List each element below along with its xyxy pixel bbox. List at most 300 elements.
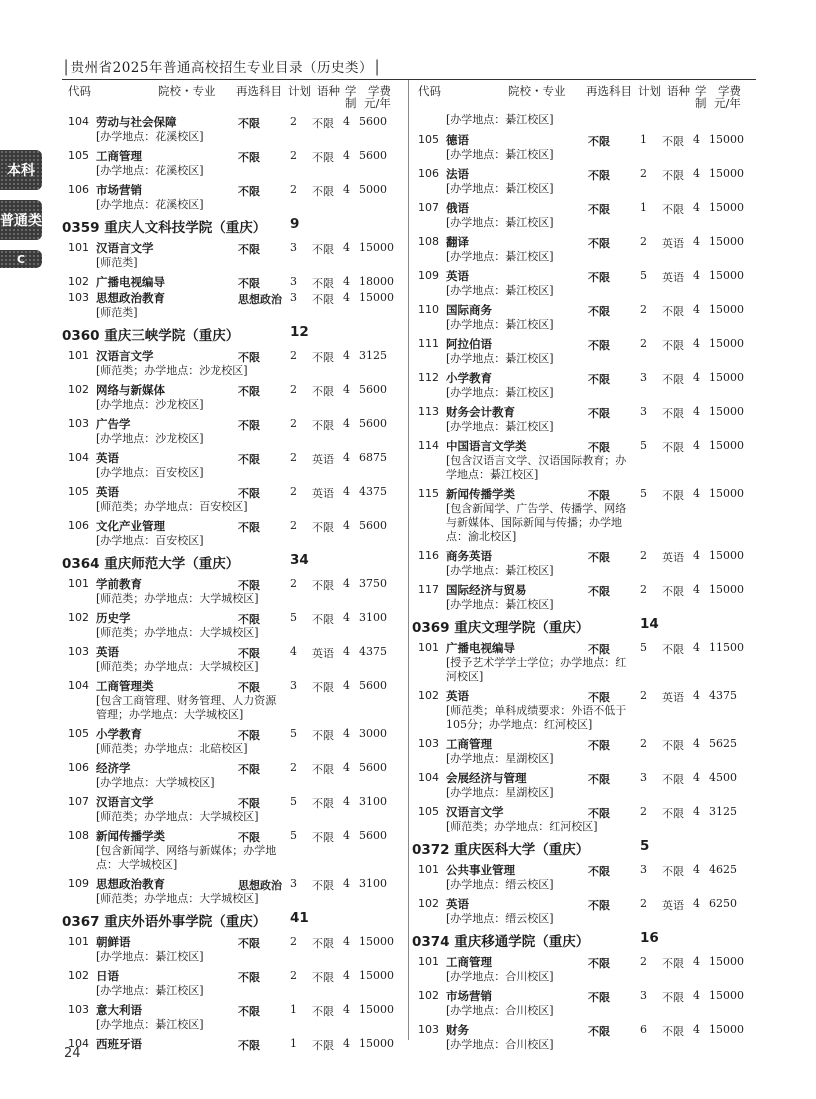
tab-general: 普通类 bbox=[0, 200, 42, 240]
required-subject: 不限 bbox=[238, 385, 260, 398]
school-plan-total: 5 bbox=[640, 838, 650, 854]
language: 不限 bbox=[662, 135, 684, 148]
tuition-fee: 15000 bbox=[709, 1023, 744, 1036]
major-code: 106 bbox=[68, 761, 89, 774]
plan-count: 2 bbox=[640, 167, 647, 180]
major-row bbox=[412, 638, 752, 686]
major-name: 西班牙语 bbox=[96, 1037, 142, 1051]
required-subject: 不限 bbox=[588, 739, 610, 752]
major-name: 国际经济与贸易 bbox=[446, 583, 527, 597]
tuition-fee: 15000 bbox=[709, 303, 744, 316]
plan-count: 2 bbox=[640, 897, 647, 910]
language: 不限 bbox=[662, 169, 684, 182]
school-name: 0369 重庆文理学院（重庆） bbox=[412, 620, 590, 636]
years: 4 bbox=[693, 1023, 700, 1036]
language: 英语 bbox=[662, 237, 684, 250]
required-subject: 不限 bbox=[588, 991, 610, 1004]
major-name: 汉语言文学 bbox=[96, 349, 154, 363]
required-subject: 不限 bbox=[238, 729, 260, 742]
major-name: 广播电视编导 bbox=[96, 275, 165, 289]
required-subject: 不限 bbox=[238, 117, 260, 130]
years: 4 bbox=[693, 235, 700, 248]
tuition-fee: 15000 bbox=[709, 133, 744, 146]
school-name: 0372 重庆医科大学（重庆） bbox=[412, 842, 590, 858]
language: 不限 bbox=[662, 807, 684, 820]
plan-count: 2 bbox=[640, 549, 647, 562]
plan-count: 2 bbox=[290, 183, 297, 196]
major-note: [办学地点：綦江校区] bbox=[446, 386, 554, 399]
plan-count: 5 bbox=[640, 641, 647, 654]
language: 不限 bbox=[312, 1039, 334, 1052]
major-note: [办学地点：綦江校区] bbox=[96, 950, 204, 963]
required-subject: 不限 bbox=[238, 613, 260, 626]
major-code: 101 bbox=[68, 349, 89, 362]
plan-count: 2 bbox=[290, 969, 297, 982]
school-plan-total: 14 bbox=[640, 616, 659, 632]
major-note: [办学地点：花溪校区] bbox=[96, 164, 204, 177]
tuition-fee: 15000 bbox=[709, 549, 744, 562]
required-subject: 不限 bbox=[588, 551, 610, 564]
major-code: 104 bbox=[418, 771, 439, 784]
major-note: [办学地点：綦江校区] bbox=[96, 1018, 204, 1031]
tuition-fee: 3100 bbox=[359, 795, 387, 808]
major-note: [师范类；办学地点：大学城校区] bbox=[96, 810, 259, 823]
major-row bbox=[412, 686, 752, 734]
major-note: [办学地点：綦江校区] bbox=[446, 420, 554, 433]
major-note: [办学地点：星湖校区] bbox=[446, 752, 554, 765]
col-school-major: 院校・专业 bbox=[508, 84, 566, 98]
years: 4 bbox=[693, 863, 700, 876]
major-code: 106 bbox=[68, 183, 89, 196]
years: 4 bbox=[343, 291, 350, 304]
years: 4 bbox=[343, 679, 350, 692]
col-fee-b: 元/年 bbox=[364, 96, 391, 110]
major-name: 阿拉伯语 bbox=[446, 337, 492, 351]
required-subject: 不限 bbox=[588, 339, 610, 352]
plan-count: 5 bbox=[290, 727, 297, 740]
major-note: [师范类；办学地点：大学城校区] bbox=[96, 660, 259, 673]
required-subject: 不限 bbox=[588, 271, 610, 284]
major-name: 网络与新媒体 bbox=[96, 383, 165, 397]
major-row bbox=[412, 198, 752, 232]
required-subject: 不限 bbox=[588, 957, 610, 970]
required-subject: 不限 bbox=[588, 203, 610, 216]
language: 不限 bbox=[312, 521, 334, 534]
tuition-fee: 15000 bbox=[709, 583, 744, 596]
years: 4 bbox=[693, 337, 700, 350]
major-note: [办学地点：綦江校区] bbox=[446, 284, 554, 297]
major-code: 105 bbox=[418, 805, 439, 818]
major-row bbox=[62, 146, 402, 180]
major-name: 英语 bbox=[96, 451, 119, 465]
major-row bbox=[412, 894, 752, 928]
major-note: [办学地点：百安校区] bbox=[96, 534, 204, 547]
tuition-fee: 15000 bbox=[709, 487, 744, 500]
col-fee-a: 学费 bbox=[718, 84, 741, 98]
major-note: [师范类；办学地点：百安校区] bbox=[96, 500, 248, 513]
major-name: 英语 bbox=[446, 269, 469, 283]
language: 英语 bbox=[312, 487, 334, 500]
required-subject: 不限 bbox=[238, 647, 260, 660]
tuition-fee: 3750 bbox=[359, 577, 387, 590]
language: 不限 bbox=[312, 681, 334, 694]
years: 4 bbox=[693, 771, 700, 784]
major-row bbox=[412, 546, 752, 580]
major-row bbox=[412, 232, 752, 266]
tuition-fee: 3100 bbox=[359, 611, 387, 624]
tuition-fee: 15000 bbox=[359, 935, 394, 948]
required-subject: 不限 bbox=[588, 407, 610, 420]
required-subject: 不限 bbox=[238, 351, 260, 364]
major-row bbox=[412, 580, 752, 614]
major-name: 新闻传播学类 bbox=[446, 487, 515, 501]
required-subject: 不限 bbox=[588, 773, 610, 786]
major-row bbox=[62, 516, 402, 550]
major-note: [师范类；办学地点：沙龙校区] bbox=[96, 364, 248, 377]
tuition-fee: 11500 bbox=[709, 641, 744, 654]
required-subject: 不限 bbox=[588, 807, 610, 820]
tuition-fee: 5625 bbox=[709, 737, 737, 750]
years: 4 bbox=[693, 897, 700, 910]
plan-count: 2 bbox=[640, 303, 647, 316]
tuition-fee: 5600 bbox=[359, 829, 387, 842]
major-name: 国际商务 bbox=[446, 303, 492, 317]
major-row bbox=[62, 380, 402, 414]
major-name: 工商管理 bbox=[446, 955, 492, 969]
required-subject: 不限 bbox=[588, 135, 610, 148]
required-subject: 不限 bbox=[238, 937, 260, 950]
required-subject: 思想政治 bbox=[238, 293, 282, 306]
years: 4 bbox=[343, 761, 350, 774]
plan-count: 1 bbox=[290, 1003, 297, 1016]
required-subject: 不限 bbox=[238, 1039, 260, 1052]
major-name: 翻译 bbox=[446, 235, 469, 249]
major-row bbox=[62, 448, 402, 482]
years: 4 bbox=[343, 241, 350, 254]
major-code: 115 bbox=[418, 487, 439, 500]
tuition-fee: 15000 bbox=[709, 405, 744, 418]
tuition-fee: 15000 bbox=[359, 291, 394, 304]
tuition-fee: 15000 bbox=[709, 235, 744, 248]
major-code: 105 bbox=[418, 133, 439, 146]
required-subject: 不限 bbox=[588, 1025, 610, 1038]
plan-count: 2 bbox=[640, 583, 647, 596]
required-subject: 不限 bbox=[238, 151, 260, 164]
plan-count: 2 bbox=[290, 485, 297, 498]
required-subject: 不限 bbox=[238, 763, 260, 776]
col-fee-b: 元/年 bbox=[714, 96, 741, 110]
major-code: 103 bbox=[68, 645, 89, 658]
plan-count: 3 bbox=[290, 275, 297, 288]
major-code: 101 bbox=[418, 641, 439, 654]
major-code: 108 bbox=[418, 235, 439, 248]
major-name: 市场营销 bbox=[446, 989, 492, 1003]
major-note: [办学地点：綦江校区] bbox=[96, 984, 204, 997]
major-row bbox=[62, 874, 402, 908]
school-plan-total: 34 bbox=[290, 552, 309, 568]
years: 4 bbox=[343, 485, 350, 498]
major-row bbox=[62, 1000, 402, 1034]
years: 4 bbox=[343, 727, 350, 740]
major-name: 工商管理 bbox=[446, 737, 492, 751]
major-row bbox=[62, 642, 402, 676]
major-code: 105 bbox=[68, 727, 89, 740]
tuition-fee: 4375 bbox=[359, 485, 387, 498]
school-header bbox=[412, 614, 752, 638]
years: 4 bbox=[693, 549, 700, 562]
major-note: [办学地点：缙云校区] bbox=[446, 878, 554, 891]
language: 不限 bbox=[312, 763, 334, 776]
years: 4 bbox=[343, 519, 350, 532]
language: 不限 bbox=[662, 203, 684, 216]
major-row bbox=[412, 860, 752, 894]
required-subject: 不限 bbox=[588, 169, 610, 182]
years: 4 bbox=[343, 577, 350, 590]
years: 4 bbox=[343, 877, 350, 890]
plan-count: 4 bbox=[290, 645, 297, 658]
years: 4 bbox=[693, 805, 700, 818]
major-name: 英语 bbox=[446, 897, 469, 911]
col-lang: 语种 bbox=[317, 84, 340, 98]
years: 4 bbox=[693, 133, 700, 146]
years: 4 bbox=[693, 737, 700, 750]
major-row bbox=[412, 734, 752, 768]
years: 4 bbox=[343, 611, 350, 624]
plan-count: 5 bbox=[290, 795, 297, 808]
major-note: [办学地点：花溪校区] bbox=[96, 198, 204, 211]
language: 英语 bbox=[662, 691, 684, 704]
major-note: [师范类；办学地点：大学城校区] bbox=[96, 892, 259, 905]
language: 不限 bbox=[312, 185, 334, 198]
col-code: 代码 bbox=[418, 84, 441, 98]
required-subject: 不限 bbox=[238, 579, 260, 592]
tuition-fee: 5600 bbox=[359, 115, 387, 128]
major-code: 104 bbox=[68, 1037, 89, 1050]
required-subject: 不限 bbox=[588, 691, 610, 704]
years: 4 bbox=[343, 149, 350, 162]
required-subject: 不限 bbox=[588, 305, 610, 318]
language: 不限 bbox=[662, 865, 684, 878]
major-name: 汉语言文学 bbox=[96, 241, 154, 255]
plan-count: 3 bbox=[290, 291, 297, 304]
required-subject: 思想政治 bbox=[238, 879, 282, 892]
language: 不限 bbox=[312, 729, 334, 742]
major-name: 财务会计教育 bbox=[446, 405, 515, 419]
major-name: 英语 bbox=[96, 645, 119, 659]
major-name: 小学教育 bbox=[446, 371, 492, 385]
required-subject: 不限 bbox=[588, 373, 610, 386]
plan-count: 2 bbox=[290, 761, 297, 774]
required-subject: 不限 bbox=[588, 643, 610, 656]
major-code: 101 bbox=[68, 935, 89, 948]
tuition-fee: 5600 bbox=[359, 679, 387, 692]
years: 4 bbox=[343, 935, 350, 948]
major-code: 102 bbox=[68, 383, 89, 396]
major-name: 劳动与社会保障 bbox=[96, 115, 177, 129]
school-plan-total: 12 bbox=[290, 324, 309, 340]
major-code: 110 bbox=[418, 303, 439, 316]
language: 不限 bbox=[662, 407, 684, 420]
major-name: 广告学 bbox=[96, 417, 131, 431]
language: 不限 bbox=[312, 579, 334, 592]
major-row bbox=[412, 266, 752, 300]
plan-count: 3 bbox=[640, 771, 647, 784]
years: 4 bbox=[343, 115, 350, 128]
major-code: 114 bbox=[418, 439, 439, 452]
language: 不限 bbox=[312, 243, 334, 256]
years: 4 bbox=[693, 269, 700, 282]
language: 不限 bbox=[662, 585, 684, 598]
tuition-fee: 3000 bbox=[359, 727, 387, 740]
major-code: 108 bbox=[68, 829, 89, 842]
major-row bbox=[62, 608, 402, 642]
language: 不限 bbox=[312, 831, 334, 844]
plan-count: 1 bbox=[640, 201, 647, 214]
major-note: [办学地点：星湖校区] bbox=[446, 786, 554, 799]
school-name: 0364 重庆师范大学（重庆） bbox=[62, 556, 240, 572]
years: 4 bbox=[693, 371, 700, 384]
language: 英语 bbox=[662, 271, 684, 284]
tuition-fee: 5600 bbox=[359, 383, 387, 396]
major-code: 102 bbox=[68, 611, 89, 624]
major-row bbox=[62, 574, 402, 608]
plan-count: 2 bbox=[290, 577, 297, 590]
language: 不限 bbox=[312, 293, 334, 306]
plan-count: 5 bbox=[290, 829, 297, 842]
years: 4 bbox=[343, 969, 350, 982]
years: 4 bbox=[343, 829, 350, 842]
school-name: 0374 重庆移通学院（重庆） bbox=[412, 934, 590, 950]
major-row bbox=[412, 402, 752, 436]
major-row bbox=[62, 932, 402, 966]
major-name: 汉语言文学 bbox=[446, 805, 504, 819]
major-row bbox=[62, 414, 402, 448]
years: 4 bbox=[343, 451, 350, 464]
years: 4 bbox=[693, 201, 700, 214]
tuition-fee: 15000 bbox=[709, 439, 744, 452]
column-header-right bbox=[412, 80, 752, 108]
major-note: [师范类] bbox=[96, 256, 138, 269]
required-subject: 不限 bbox=[238, 419, 260, 432]
required-subject: 不限 bbox=[238, 453, 260, 466]
plan-count: 5 bbox=[640, 487, 647, 500]
language: 不限 bbox=[312, 351, 334, 364]
tuition-fee: 4625 bbox=[709, 863, 737, 876]
years: 4 bbox=[693, 405, 700, 418]
language: 不限 bbox=[312, 419, 334, 432]
major-row bbox=[62, 272, 402, 288]
major-name: 法语 bbox=[446, 167, 469, 181]
continued-note bbox=[412, 112, 752, 130]
major-note: [包含新闻学、网络与新媒体；办学地点：大学城校区] bbox=[96, 844, 277, 871]
major-code: 117 bbox=[418, 583, 439, 596]
language: 英语 bbox=[312, 453, 334, 466]
major-code: 103 bbox=[68, 417, 89, 430]
plan-count: 2 bbox=[290, 935, 297, 948]
major-row bbox=[62, 826, 402, 874]
plan-count: 2 bbox=[290, 149, 297, 162]
language: 英语 bbox=[662, 551, 684, 564]
col-code: 代码 bbox=[68, 84, 91, 98]
plan-count: 2 bbox=[290, 349, 297, 362]
required-subject: 不限 bbox=[588, 865, 610, 878]
tuition-fee: 5000 bbox=[359, 183, 387, 196]
major-row bbox=[412, 164, 752, 198]
major-note: [师范类；办学地点：大学城校区] bbox=[96, 626, 259, 639]
years: 4 bbox=[343, 275, 350, 288]
major-row bbox=[62, 966, 402, 1000]
major-row bbox=[62, 758, 402, 792]
plan-count: 5 bbox=[640, 269, 647, 282]
language: 不限 bbox=[662, 305, 684, 318]
language: 不限 bbox=[312, 1005, 334, 1018]
col-years-a: 学 bbox=[345, 84, 357, 98]
major-row bbox=[62, 238, 402, 272]
major-row bbox=[412, 768, 752, 802]
col-plan: 计划 bbox=[638, 84, 661, 98]
years: 4 bbox=[343, 349, 350, 362]
major-note: [办学地点：綦江校区] bbox=[446, 216, 554, 229]
tuition-fee: 6250 bbox=[709, 897, 737, 910]
tuition-fee: 3125 bbox=[359, 349, 387, 362]
major-code: 101 bbox=[68, 241, 89, 254]
language: 不限 bbox=[312, 971, 334, 984]
language: 不限 bbox=[312, 277, 334, 290]
tuition-fee: 15000 bbox=[709, 955, 744, 968]
years: 4 bbox=[693, 641, 700, 654]
tuition-fee: 4375 bbox=[359, 645, 387, 658]
major-row bbox=[412, 436, 752, 484]
major-name: 市场营销 bbox=[96, 183, 142, 197]
language: 不限 bbox=[312, 151, 334, 164]
major-note: [办学地点：綦江校区] bbox=[446, 182, 554, 195]
required-subject: 不限 bbox=[588, 899, 610, 912]
major-name: 中国语言文学类 bbox=[446, 439, 527, 453]
major-note: [师范类] bbox=[96, 306, 138, 319]
major-note: [师范类；办学地点：红河校区] bbox=[446, 820, 598, 833]
language: 不限 bbox=[312, 879, 334, 892]
major-name: 商务英语 bbox=[446, 549, 492, 563]
page-header: │贵州省2025年普通高校招生专业目录（历史类）│ bbox=[62, 60, 382, 76]
tuition-fee: 3125 bbox=[709, 805, 737, 818]
major-code: 104 bbox=[68, 115, 89, 128]
language: 不限 bbox=[662, 643, 684, 656]
col-years-b: 制 bbox=[345, 96, 357, 110]
years: 4 bbox=[343, 795, 350, 808]
major-name: 思想政治教育 bbox=[96, 291, 165, 305]
major-code: 102 bbox=[418, 689, 439, 702]
required-subject: 不限 bbox=[238, 487, 260, 500]
years: 4 bbox=[343, 1037, 350, 1050]
plan-count: 2 bbox=[640, 337, 647, 350]
required-subject: 不限 bbox=[588, 585, 610, 598]
school-header bbox=[62, 908, 402, 932]
major-code: 116 bbox=[418, 549, 439, 562]
plan-count: 2 bbox=[290, 383, 297, 396]
plan-count: 3 bbox=[290, 679, 297, 692]
language: 不限 bbox=[312, 613, 334, 626]
tuition-fee: 4375 bbox=[709, 689, 737, 702]
major-note: [包含汉语言文学、汉语国际教育；办学地点：綦江校区] bbox=[446, 454, 627, 481]
major-note: [办学地点：綦江校区] bbox=[446, 352, 554, 365]
column-divider bbox=[408, 80, 409, 1040]
school-plan-total: 16 bbox=[640, 930, 659, 946]
major-note: [办学地点：綦江校区] bbox=[446, 250, 554, 263]
required-subject: 不限 bbox=[588, 489, 610, 502]
col-school-major: 院校・专业 bbox=[158, 84, 216, 98]
plan-count: 2 bbox=[640, 235, 647, 248]
major-name: 财务 bbox=[446, 1023, 469, 1037]
